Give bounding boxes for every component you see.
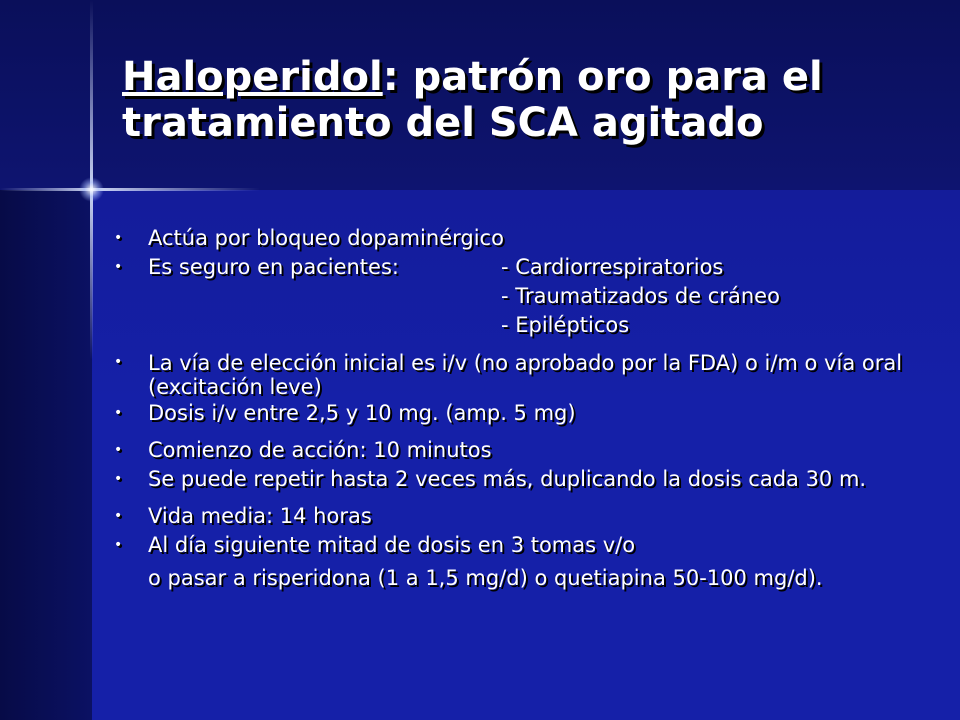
list-item-repeat (110, 465, 950, 494)
bullet-icon: • (114, 442, 123, 458)
list-item-halflife (110, 502, 950, 531)
bullet-icon: • (114, 354, 123, 370)
title-drug-name: Haloperidol (122, 54, 383, 100)
item-text: Dosis i/v entre 2,5 y 10 mg. (amp. 5 mg) (148, 401, 576, 425)
list-item-dose (110, 399, 950, 428)
bullet-icon: • (114, 508, 123, 524)
safety-label: Es seguro en pacientes: (148, 255, 399, 279)
bullet-icon: • (114, 259, 123, 275)
list-item-nextday-continuation (110, 564, 950, 593)
slide-content (110, 224, 950, 593)
bullet-icon: • (114, 230, 123, 246)
item-text: Comienzo de acción: 10 minutos (148, 438, 492, 462)
list-item-onset (110, 436, 950, 465)
item-text: La vía de elección inicial es i/v (no aprobado por la FDA) o i/m o vía oral (excitación leve) (148, 351, 903, 399)
slide-title (122, 54, 922, 146)
list-item-safety (110, 253, 950, 340)
bullet-icon: • (114, 405, 123, 421)
list-item-route (110, 348, 950, 399)
bullet-icon: • (114, 471, 123, 487)
light-flare-horizontal (0, 188, 260, 191)
list-item-mechanism (110, 224, 950, 253)
safety-row (148, 253, 950, 282)
item-text: Se puede repetir hasta 2 veces más, duplicando la dosis cada 30 m. (148, 467, 867, 491)
list-item-nextday (110, 531, 950, 560)
safety-item-3: - Epilépticos (501, 313, 630, 337)
bullet-icon: • (114, 537, 123, 553)
light-flare-glow (79, 177, 104, 202)
safety-item-2: - Traumatizados de cráneo (501, 284, 780, 308)
item-text: Al día siguiente mitad de dosis en 3 tomas v/o (148, 533, 636, 557)
item-text: Actúa por bloqueo dopaminérgico (148, 226, 504, 250)
item-text: o pasar a risperidona (1 a 1,5 mg/d) o quetiapina 50-100 mg/d). (148, 566, 823, 590)
safety-item-1: - Cardiorrespiratorios (501, 255, 724, 279)
title-rest: : patrón oro para el tratamiento del SCA agitado (122, 54, 823, 146)
item-text: Vida media: 14 horas (148, 504, 372, 528)
